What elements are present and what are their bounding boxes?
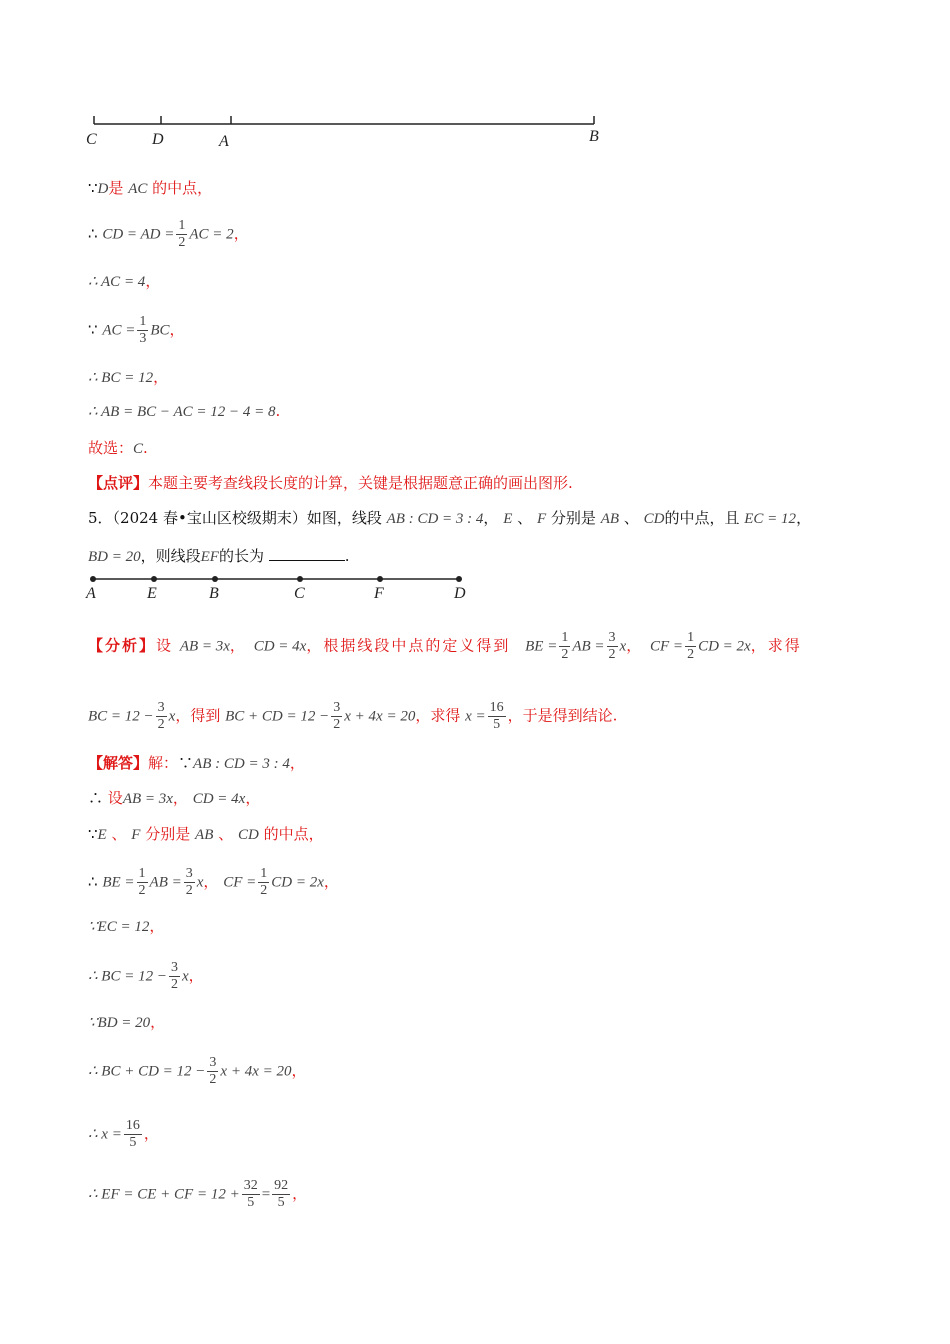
analysis-line-2: BC = 12 − $\frac{3}{2}$ x，得到 BC + CD = 12 − $\frac{3}{2}$ x + 4x = 20，求得 x = $\frac{16}{5}$ ，于是得到结论. (88, 700, 618, 732)
point-d (456, 576, 462, 582)
analysis-line-1: 【分析】设 AB = 3x， CD = 4x，根据线段中点的定义得到 BE = $\frac{1}{2}$ AB = $\frac{3}{2}$ x， CF = $\frac{1}{2}$ CD = 2x，求得 (88, 630, 802, 662)
solution-line-6: ∴ BC = 12 − $\frac{3}{2}$ x， (88, 960, 204, 992)
solution-line-5: ∵EC = 12， (88, 917, 165, 935)
point-c (297, 576, 303, 582)
solution-line-4: ∴ BE = $\frac{1}{2}$ AB = $\frac{3}{2}$ x， CF = $\frac{1}{2}$ CD = 2x， (88, 866, 339, 898)
sol4-line-2: ∴ CD = AD = $\frac{1}{2}$ AC = 2， (88, 218, 249, 250)
sol4-line-4: ∵ AC = $\frac{1}{3}$ BC， (88, 314, 185, 346)
point-e (151, 576, 157, 582)
label-d: D (152, 131, 164, 148)
label-b: B (589, 128, 599, 145)
sol4-line-6: ∴ AB = BC − AC = 12 − 4 = 8. (88, 402, 281, 420)
q5-line-1: 5．（2024 春•宝山区校级期末）如图，线段 AB : CD = 3 : 4， E 、 F 分别是 AB 、 CD的中点，且 EC = 12， (88, 509, 812, 527)
label-c: C (294, 585, 305, 602)
segment-figure-2 (85, 570, 475, 590)
sol4-choose: 故选：C. (88, 439, 148, 457)
label-e: E (147, 585, 157, 602)
label-a: A (219, 133, 229, 150)
solution-line-3: ∵E 、 F 分别是 AB 、 CD 的中点， (88, 825, 324, 843)
solution-line-2: ∴ 设AB = 3x， CD = 4x， (88, 789, 261, 807)
q5-line-2: BD = 20，则线段EF的长为 . (88, 547, 350, 565)
label-a: A (86, 585, 96, 602)
label-f: F (374, 585, 384, 602)
sol4-line-1: ∵D是 AC 的中点， (88, 179, 213, 197)
point-b (212, 576, 218, 582)
solution-line-8: ∴ BC + CD = 12 − $\frac{3}{2}$ x + 4x = 20， (88, 1055, 307, 1087)
label-c: C (86, 131, 97, 148)
solution-line-7: ∵BD = 20， (88, 1013, 166, 1031)
sol4-comment: 【点评】本题主要考查线段长度的计算，关键是根据题意正确的画出图形. (88, 474, 573, 492)
solution-line-10: ∴ EF = CE + CF = 12 + $\frac{32}{5}$ = $\frac{92}{5}$ ， (88, 1178, 308, 1210)
sol4-line-3: ∴ AC = 4， (88, 272, 161, 290)
label-d: D (454, 585, 466, 602)
answer-blank (269, 546, 345, 561)
point-a (90, 576, 96, 582)
label-b: B (209, 585, 219, 602)
sol4-line-5: ∴ BC = 12， (88, 368, 169, 386)
solution-line-1: 【解答】解：∵AB : CD = 3 : 4， (88, 754, 305, 772)
solution-line-9: ∴ x = $\frac{16}{5}$ ， (88, 1118, 159, 1150)
point-f (377, 576, 383, 582)
